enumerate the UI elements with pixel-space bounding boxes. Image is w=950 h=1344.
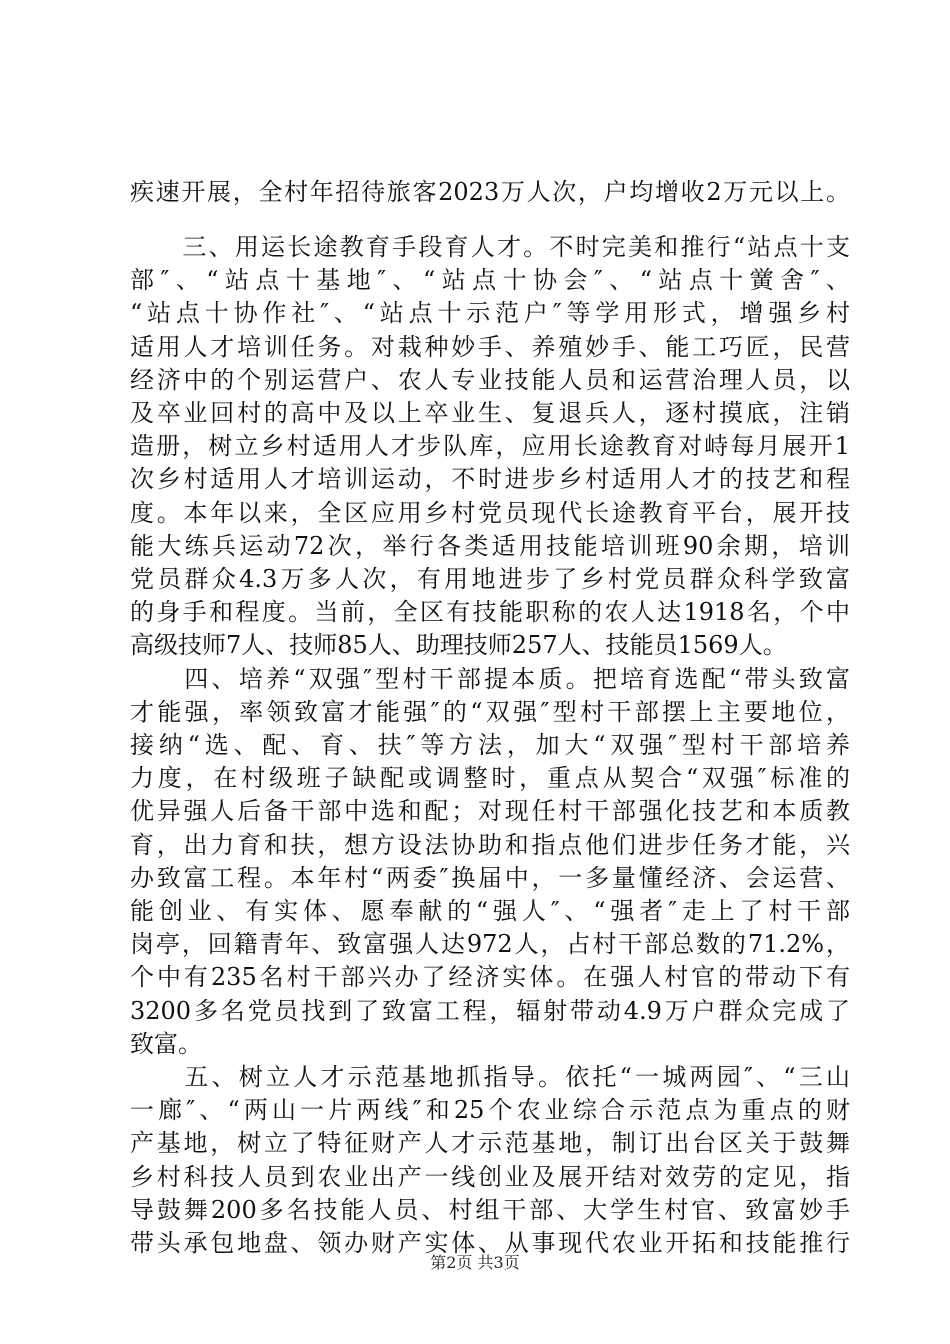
text-line: 适用人才培训任务。对栽种妙手、养殖妙手、能工巧匠，民营	[130, 332, 850, 361]
text-line: “站点十协作社″、“站点十示范户″等学用形式，增强乡村	[130, 299, 850, 328]
text-line: 四、培养“双强″型村干部提本质。把培育选配“带头致富	[130, 664, 850, 693]
text-line: 能大练兵运动72次，举行各类适用技能培训班90余期，培训	[130, 531, 850, 560]
text-line: 优异强人后备干部中选和配；对现任村干部强化技艺和本质教	[130, 797, 850, 826]
text-line: 产基地，树立了特征财产人才示范基地，制订出台区关于鼓舞	[130, 1129, 850, 1158]
text-line: 经济中的个别运营户、农人专业技能人员和运营治理人员，以	[130, 365, 850, 394]
text-line: 次乡村适用人才培训运动，不时进步乡村适用人才的技艺和程	[130, 465, 850, 494]
text-line: 3200多名党员找到了致富工程，辐射带动4.9万户群众完成了	[130, 996, 850, 1025]
text-line: 度。本年以来，全区应用乡村党员现代长途教育平台，展开技	[130, 498, 850, 527]
text-line: 接纳“选、配、育、扶″等方法，加大“双强″型村干部培养	[130, 731, 850, 759]
text-line: 能创业、有实体、愿奉献的“强人″、“强者″走上了村干部	[130, 897, 850, 925]
text-line: 及卒业回村的高中及以上卒业生、复退兵人，逐村摸底，注销	[130, 399, 850, 427]
text-line: 党员群众4.3万多人次，有用地进步了乡村党员群众科学致富	[130, 565, 850, 593]
text-line: 造册，树立乡村适用人才步队库，应用长途教育对峙每月展开1	[130, 432, 850, 461]
text-line: 五、树立人才示范基地抓指导。依托“一城两园″、“三山	[130, 1063, 850, 1091]
page-number: 第2页 共3页	[430, 1253, 520, 1272]
text-line: 个中有235名村干部兴办了经济实体。在强人村官的带动下有	[130, 963, 850, 992]
text-line: 带头承包地盘、领办财产实体、从事现代农业开拓和技能推行	[130, 1229, 850, 1257]
text-line: 乡村科技人员到农业出产一线创业及展开结对效劳的定见，指	[130, 1162, 850, 1191]
text-line: 导鼓舞200多名技能人员、村组干部、大学生村官、致富妙手	[130, 1195, 850, 1224]
text-line: 部″、“站点十基地″、“站点十协会″、“站点十黉舍″、	[130, 266, 850, 295]
text-line: 三、用运长途教育手段育人才。不时完美和推行“站点十支	[130, 233, 850, 261]
text-line: 的身手和程度。当前，全区有技能职称的农人达1918名，个中	[130, 598, 850, 627]
text-line: 才能强，率领致富才能强″的“双强″型村干部摆上主要地位，	[130, 697, 850, 726]
text-line: 力度，在村级班子缺配或调整时，重点从契合“双强″标准的	[130, 764, 850, 793]
text-line: 一廊″、“两山一片两线″和25个农业综合示范点为重点的财	[130, 1096, 850, 1125]
text-line: 致富。	[130, 1029, 202, 1058]
text-line: 疾速开展，全村年招待旅客2023万人次，户均增收2万元以上。	[130, 178, 850, 206]
text-line: 岗亭，回籍青年、致富强人达972人，占村干部总数的71.2%，	[130, 930, 850, 959]
text-line: 办致富工程。本年村“两委″换届中，一多量懂经济、会运营、	[130, 863, 850, 892]
text-line: 高级技师7人、技师85人、助理技师257人、技能员1569人。	[130, 631, 787, 660]
text-line: 育，出力育和扶，想方设法协助和指点他们进步任务才能，兴	[130, 830, 850, 859]
